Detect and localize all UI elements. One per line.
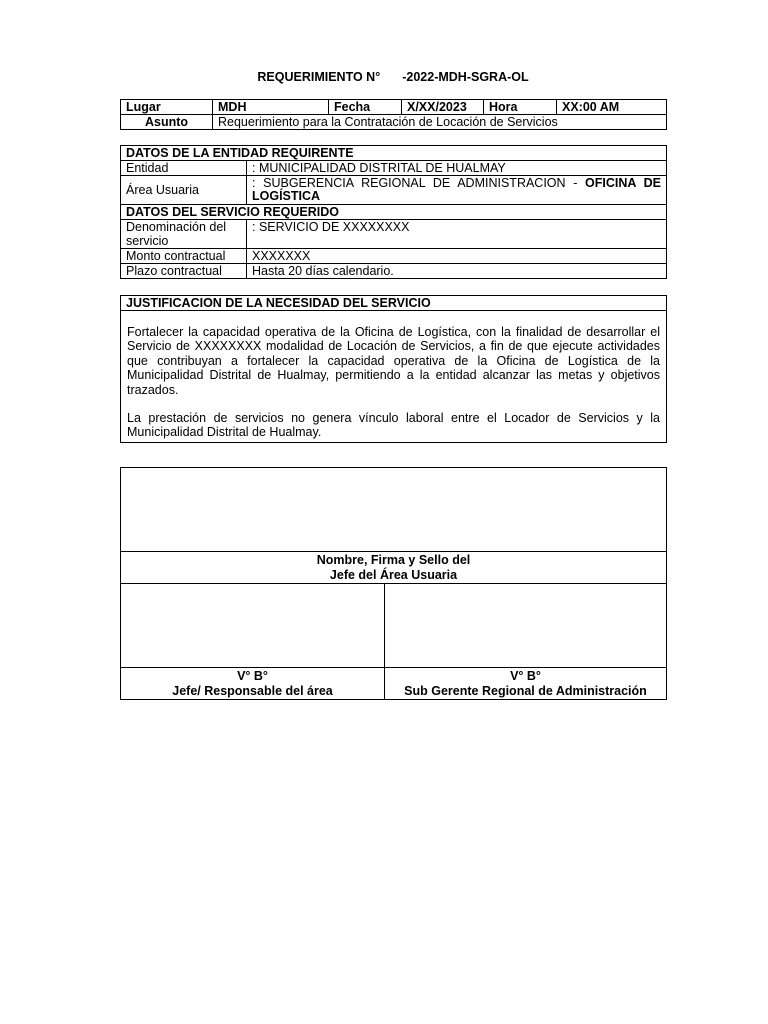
right-signature-line2: Sub Gerente Regional de Administración — [404, 683, 647, 698]
plazo-label: Plazo contractual — [121, 264, 247, 279]
servicio-heading: DATOS DEL SERVICIO REQUERIDO — [121, 205, 667, 220]
header-table — [120, 99, 667, 130]
datos-table — [120, 145, 667, 279]
lugar-value: MDH — [213, 100, 329, 115]
justificacion-heading: JUSTIFICACION DE LA NECESIDAD DEL SERVICIO — [121, 296, 667, 311]
document-title — [0, 70, 768, 84]
hora-label: Hora — [484, 100, 557, 115]
fecha-label: Fecha — [329, 100, 402, 115]
right-signature-space — [385, 584, 667, 668]
title-prefix: REQUERIMIENTO N° — [257, 70, 381, 84]
fecha-value: X/XX/2023 — [402, 100, 484, 115]
left-signature-caption — [121, 668, 385, 700]
plazo-value: Hasta 20 días calendario. — [247, 264, 667, 279]
hora-value: XX:00 AM — [557, 100, 667, 115]
lugar-label: Lugar — [121, 100, 213, 115]
signature-table — [120, 467, 667, 700]
entidad-label: Entidad — [121, 161, 247, 176]
justificacion-body — [121, 311, 667, 443]
denominacion-value: : SERVICIO DE XXXXXXXX — [247, 220, 667, 249]
main-signature-line1: Nombre, Firma y Sello del — [316, 553, 471, 567]
main-signature-space — [121, 468, 667, 552]
main-signature-caption — [121, 552, 667, 584]
area-value — [247, 176, 667, 205]
entidad-value: : MUNICIPALIDAD DISTRITAL DE HUALMAY — [247, 161, 667, 176]
justificacion-paragraph-2: La prestación de servicios no genera vínculo laboral entre el Locador de Servicios y la Municipalidad Distrital de Hualmay. — [127, 411, 660, 440]
asunto-value: Requerimiento para la Contratación de Locación de Servicios — [213, 115, 667, 130]
denominacion-label: Denominación del servicio — [121, 220, 247, 249]
right-signature-caption — [385, 668, 667, 700]
entidad-heading: DATOS DE LA ENTIDAD REQUIRENTE — [121, 146, 667, 161]
asunto-label: Asunto — [121, 115, 213, 130]
area-value-bold: OFICINA DE LOGÍSTICA — [252, 176, 661, 203]
right-signature-line1: V° B° — [510, 669, 541, 683]
main-signature-line2: Jefe del Área Usuaria — [329, 567, 458, 582]
area-value-text: : SUBGERENCIA REGIONAL DE ADMINISTRACION - — [252, 176, 586, 190]
left-signature-line2: Jefe/ Responsable del área — [172, 683, 333, 698]
title-suffix: -2022-MDH-SGRA-OL — [402, 70, 529, 84]
monto-label: Monto contractual — [121, 249, 247, 264]
left-signature-space — [121, 584, 385, 668]
area-label: Área Usuaria — [121, 176, 247, 205]
justificacion-paragraph-1: Fortalecer la capacidad operativa de la Oficina de Logística, con la finalidad de desarrollar el Servicio de XXXXXXXX modalidad de Locación de Servicios, a fin de que ejecute actividades que contribuyan a fortalecer la capacidad operativa de la Oficina de Logística de la Municipalidad Distrital de Hualmay, permitiendo a la entidad alcanzar las metas y objetivos trazados. — [127, 325, 660, 397]
monto-value: XXXXXXX — [247, 249, 667, 264]
justificacion-table — [120, 295, 667, 443]
left-signature-line1: V° B° — [237, 669, 268, 683]
